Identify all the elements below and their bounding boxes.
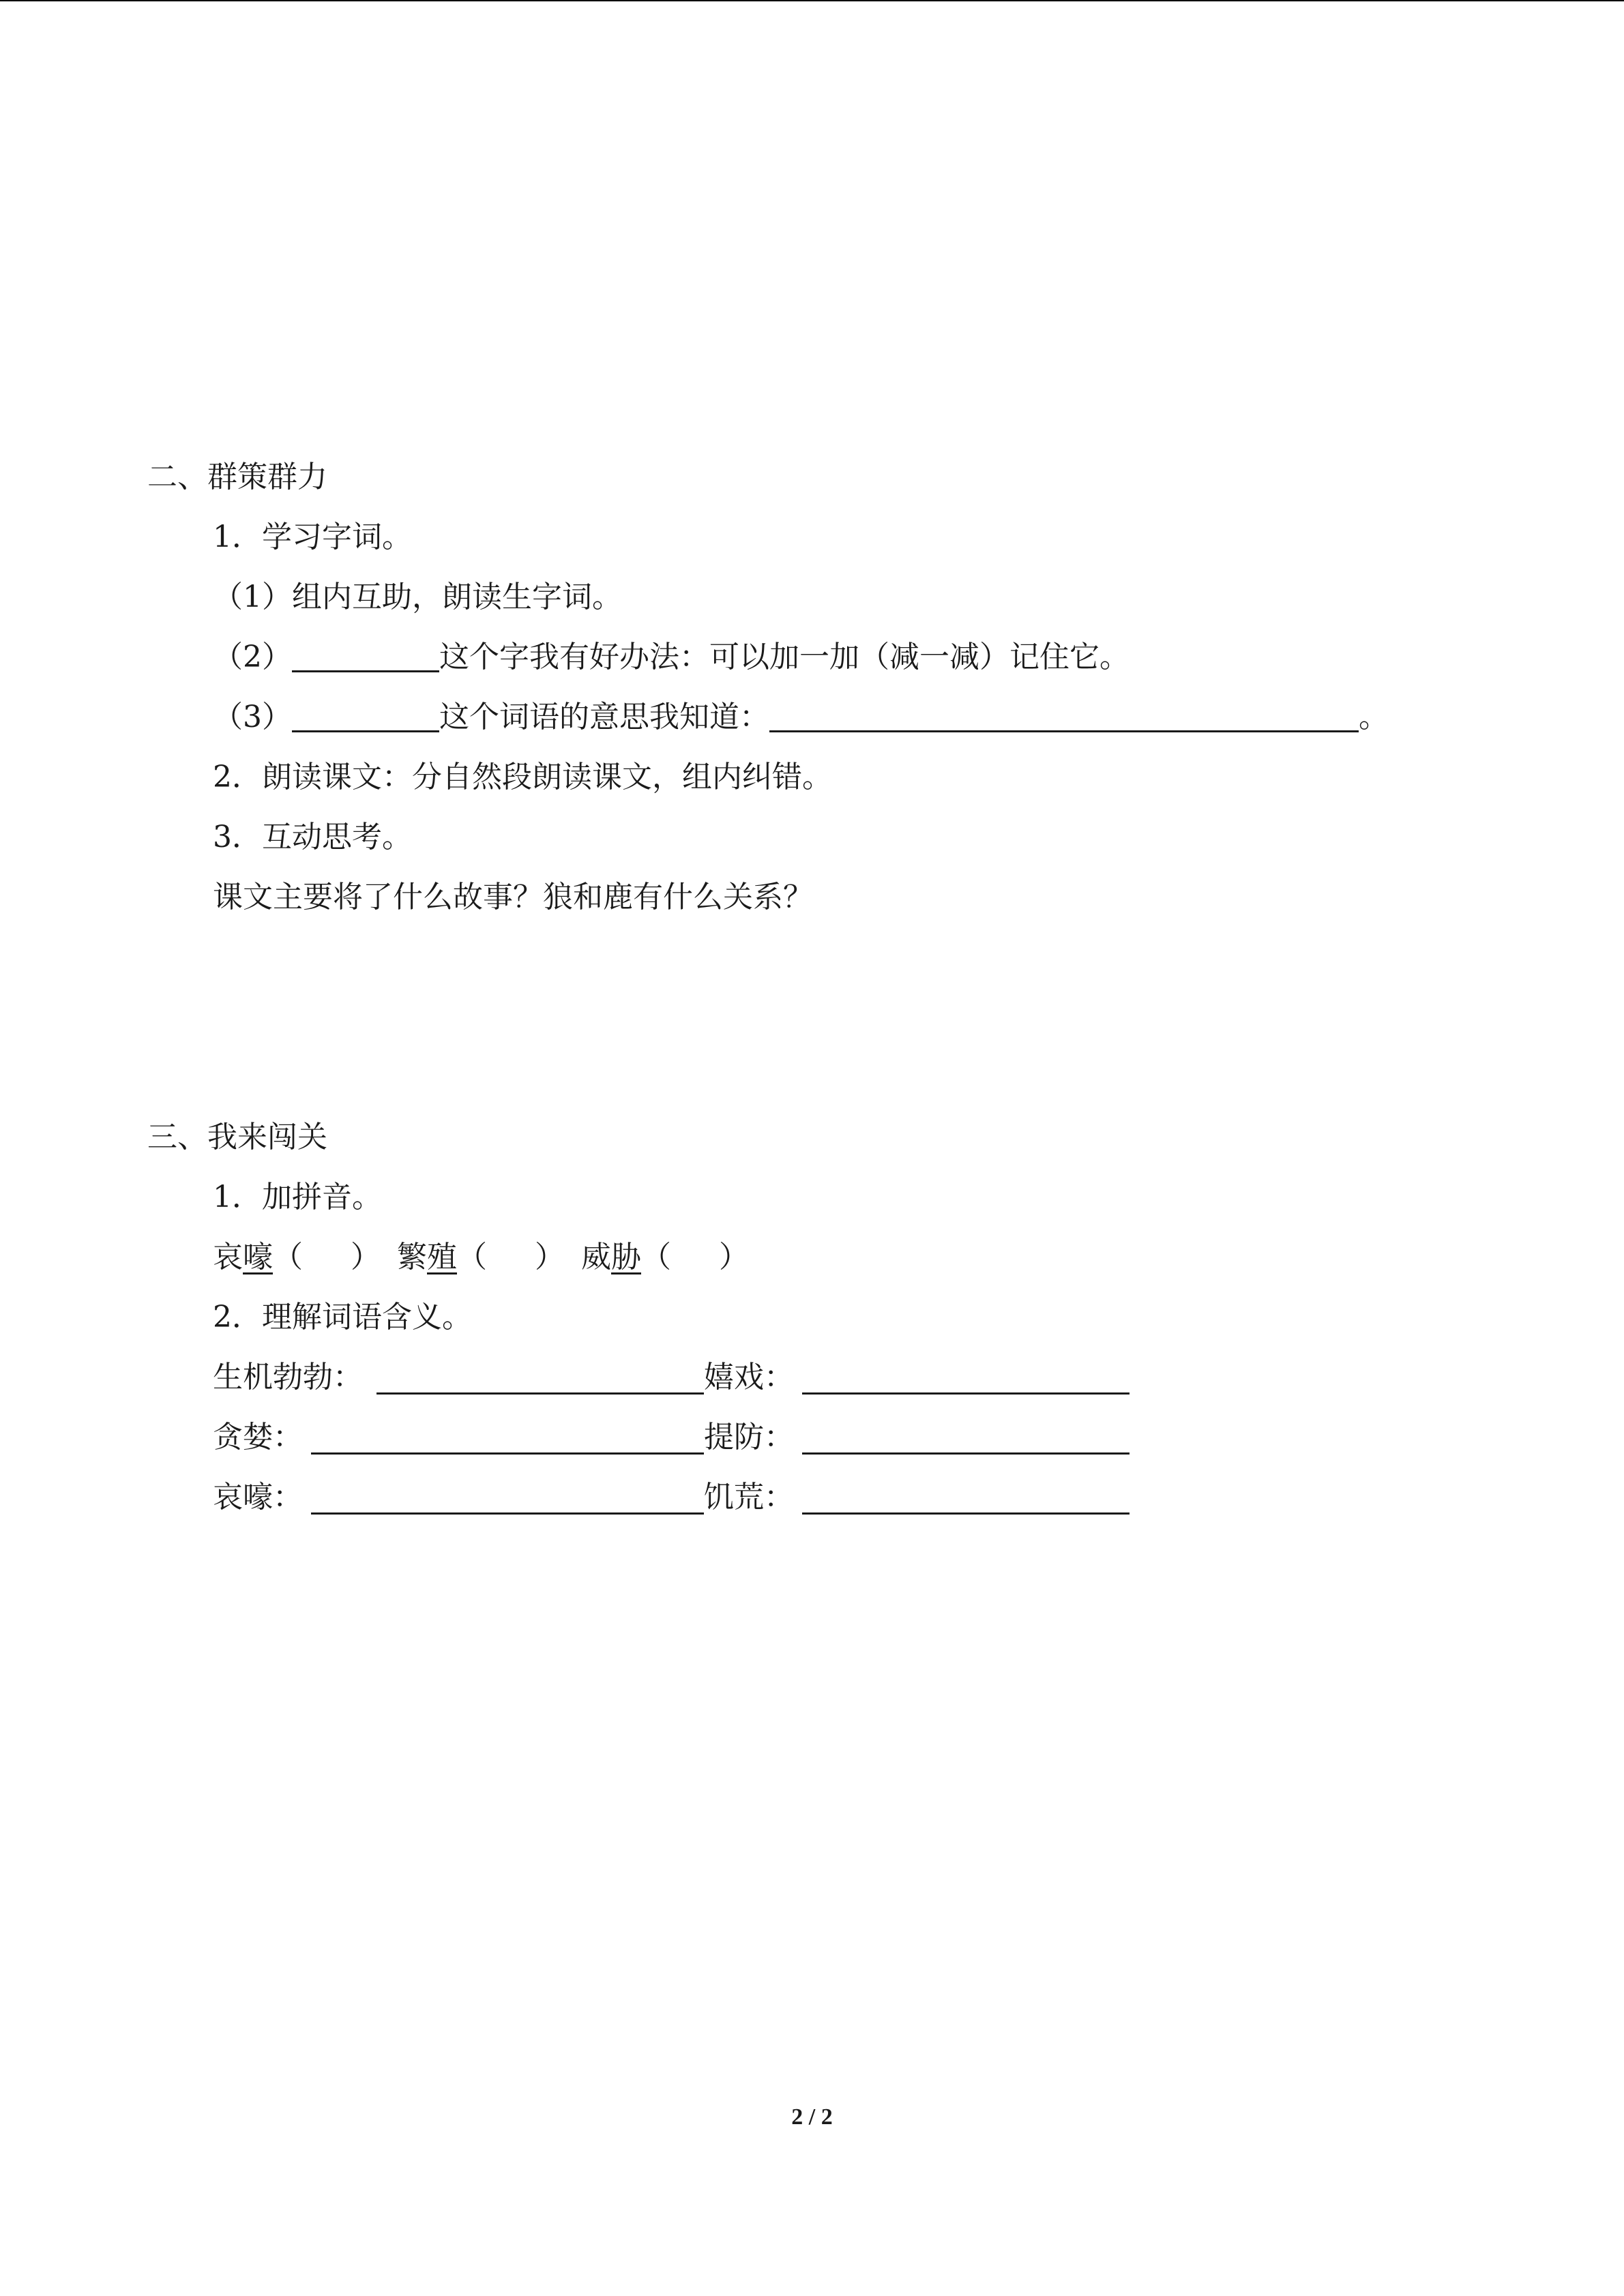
- sub3-end: 。: [1359, 700, 1389, 734]
- word-label: 哀嚎：: [213, 1480, 303, 1515]
- word-blank[interactable]: [292, 703, 439, 732]
- page-number: 2 / 2: [791, 2104, 833, 2130]
- word-label: 贪婪：: [213, 1420, 303, 1455]
- word-row: [704, 1480, 794, 1515]
- section2-heading: 二、群策群力: [147, 460, 327, 494]
- word-answer-line[interactable]: [802, 1365, 1130, 1395]
- sub2-text: 这个字我有好办法：可以加一加（减一减）记住它。: [439, 640, 1130, 674]
- word-answer-line[interactable]: [311, 1485, 704, 1515]
- pinyin-item: 威胁（ ）: [581, 1240, 749, 1274]
- word-row: [213, 1480, 303, 1515]
- sub3-prefix: （3）: [213, 700, 292, 734]
- word-row: [213, 1360, 363, 1395]
- sub3-text: 这个词语的意思我知道：: [439, 700, 769, 734]
- word-row: [213, 1420, 303, 1455]
- pinyin-item: 哀嚎（ ）: [213, 1240, 381, 1274]
- word-row: [704, 1420, 794, 1455]
- target-character: 嚎: [243, 1240, 273, 1274]
- section3-item2: 2．理解词语含义。: [213, 1300, 472, 1335]
- section2-question: 课文主要将了什么故事？狼和鹿有什么关系？: [213, 880, 813, 914]
- section2-sub3: [213, 702, 1389, 732]
- word-answer-line[interactable]: [802, 1485, 1130, 1515]
- section2-sub1: （1）组内互助，朗读生字词。: [213, 580, 622, 614]
- pinyin-item: 繁殖（ ）: [397, 1240, 565, 1274]
- word-label: 提防：: [704, 1420, 794, 1455]
- pinyin-row: [213, 1242, 749, 1272]
- word-label: 生机勃勃：: [213, 1360, 363, 1395]
- section2-sub2: [213, 642, 1130, 672]
- word-row: [704, 1360, 794, 1395]
- meaning-blank[interactable]: [769, 703, 1359, 732]
- section2-item1: 1．学习字词。: [213, 520, 412, 554]
- word-answer-line[interactable]: [802, 1425, 1130, 1455]
- word-label: 嬉戏：: [704, 1360, 794, 1395]
- word-answer-line[interactable]: [377, 1365, 704, 1395]
- word-label: 饥荒：: [704, 1480, 794, 1515]
- word-answer-line[interactable]: [311, 1425, 704, 1455]
- character-blank[interactable]: [292, 643, 439, 672]
- target-character: 殖: [427, 1240, 457, 1274]
- section3-item1: 1．加拼音。: [213, 1180, 382, 1214]
- sub2-prefix: （2）: [213, 640, 292, 674]
- section2-item2: 2．朗读课文：分自然段朗读课文，组内纠错。: [213, 760, 832, 794]
- target-character: 胁: [611, 1240, 641, 1274]
- section2-item3: 3．互动思考。: [213, 820, 412, 854]
- section3-heading: 三、我来闯关: [147, 1120, 327, 1154]
